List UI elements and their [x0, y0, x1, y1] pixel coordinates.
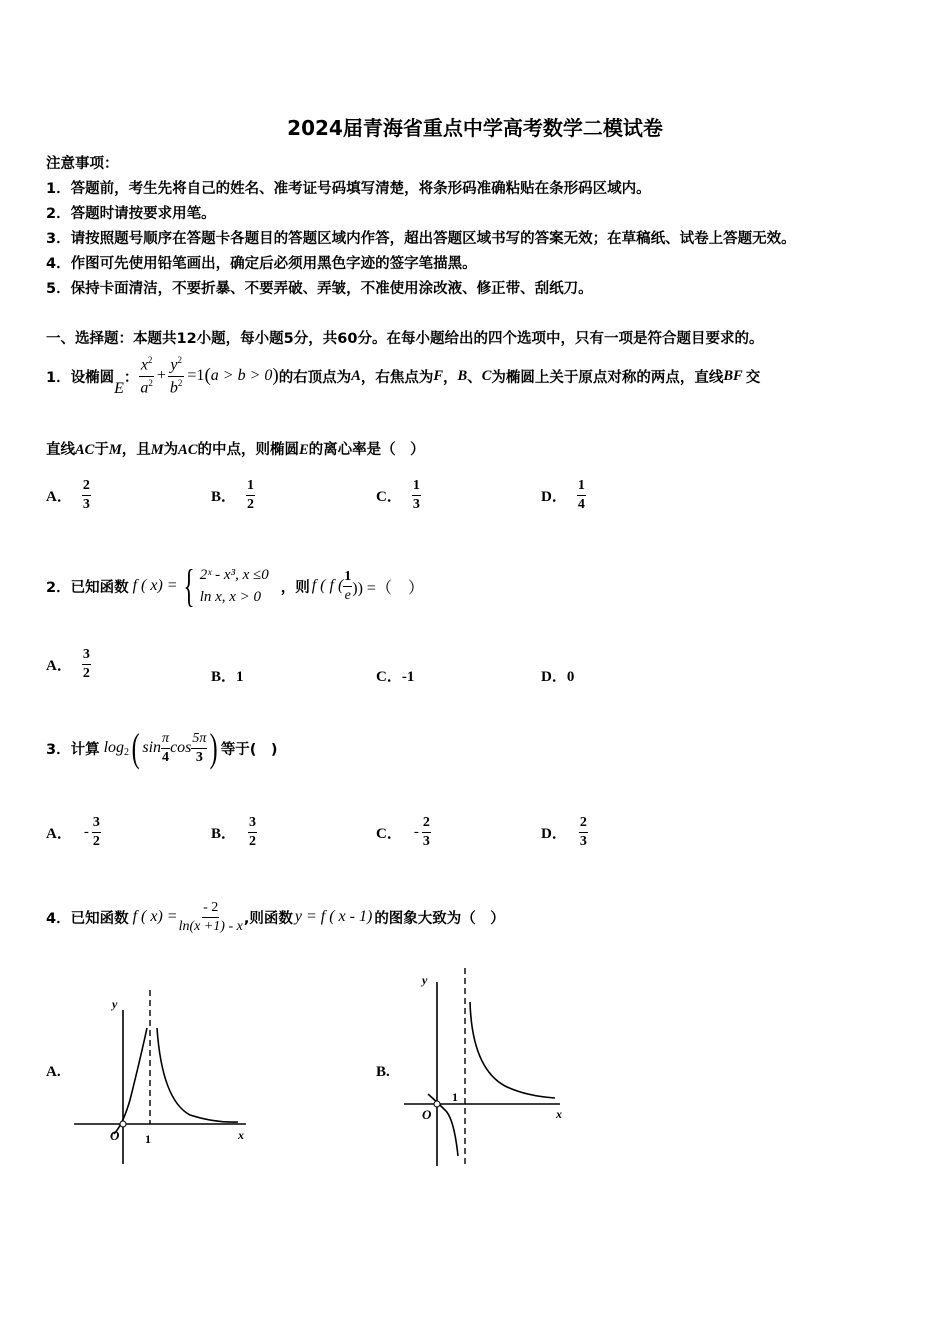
option-sign: - [83, 823, 89, 840]
option-label: A． [46, 657, 72, 674]
option-fraction: $\frac{2}{3}$ [82, 478, 90, 512]
q3-sin: sin [142, 739, 162, 756]
option-fraction: $\frac{1}{4}$ [577, 478, 585, 512]
question-4 [46, 892, 505, 942]
q4-function: f ( x) = [132, 908, 178, 925]
q4-fraction [178, 900, 244, 934]
q3-fraction-2: $\frac{5\pi}{3}$ [192, 731, 207, 765]
q1-segment-ac: AC [178, 442, 198, 458]
q2-option-c[interactable]: C．-1 [376, 669, 415, 685]
q2-composite: f ( f ( [311, 577, 344, 594]
q2-option-a[interactable] [46, 640, 91, 688]
q1-text: 的离心率是（ ） [308, 442, 425, 458]
curve-right-branch [470, 1002, 555, 1098]
notice-item: 1．答题前，考生先将自己的姓名、准考证号码填写清楚，将条形码准确粘贴在条形码区域内。 [46, 181, 651, 197]
q1-a: a [140, 378, 149, 396]
q1-equals: =1 [187, 367, 205, 384]
q1-y: y [170, 355, 178, 373]
option-sign: - [413, 823, 419, 840]
q1-text: ，右焦点为 [360, 369, 434, 386]
q2-option-b[interactable]: B．1 [211, 669, 244, 685]
q4-shifted-function: y = f ( x - 1) [294, 908, 373, 925]
q1-fraction-y: $\frac{y^2}{b^2}$ [169, 354, 183, 396]
q3-log-base: 2 [124, 747, 130, 758]
q1-fraction-x: $\frac{x^2}{a^2}$ [140, 354, 153, 396]
q3-option-c[interactable] [376, 808, 431, 856]
q3-suffix: 等于( ) [220, 741, 278, 758]
tick-one-label: 1 [145, 1132, 151, 1146]
q3-cos: cos [170, 739, 192, 756]
q3-prefix: 3．计算 [46, 741, 100, 758]
axis-x-label: x [238, 1128, 244, 1142]
q2-one: 1 [343, 569, 352, 586]
q3-fraction-1: $\frac{\pi}{4}$ [162, 731, 170, 765]
q1-text: 为 [163, 442, 179, 458]
notice-item: 2．答题时请按要求用笔。 [46, 206, 216, 222]
q1-point-c: C [481, 367, 492, 384]
origin-label: O [110, 1128, 120, 1143]
q1-text: ，且 [121, 442, 151, 458]
q1-option-b[interactable] [211, 471, 255, 519]
option-label: C． [376, 825, 402, 842]
question-2: 2．已知函数 f ( x) = { 2ˣ - x³, x ≤0 ln x, x > 0 ，则 f ( f ( $\frac{1}{e}$ )) =（ ） [46, 560, 424, 611]
q4-text: ,则函数 [243, 910, 293, 927]
question-1-line-1: 1．设椭圆 E ： $\frac{x^2}{a^2}$ + $\frac{y^2}{b^2}$ =1 ( a > b > 0 ) 的右顶点为 A ，右焦点为 F ， B 、 C 为椭圆上关于原点对称的两点，直线 BF 交 [46, 354, 761, 397]
q1-option-c[interactable] [376, 471, 421, 519]
q4-option-b-label[interactable]: B. [376, 1064, 390, 1080]
q1-option-d[interactable] [541, 471, 586, 519]
notice-item: 5．保持卡面清洁，不要折暴、不要弄破、弄皱，不准使用涂改液、修正带、刮纸刀。 [46, 281, 593, 297]
q3-log: log [103, 739, 125, 756]
q2-case-1: 2ˣ - x³, x ≤0 [199, 566, 269, 583]
notice-item: 4．作图可先使用铅笔画出，确定后必须用黑色字迹的签字笔描黑。 [46, 256, 477, 272]
tick-one-label: 1 [452, 1090, 458, 1104]
q2-option-d[interactable]: D．0 [541, 669, 575, 685]
q4-prefix: 4．已知函数 [46, 910, 129, 927]
q1-prefix: 1．设椭圆 [46, 369, 115, 386]
q3-option-d[interactable] [541, 808, 588, 856]
q1-point-m: M [150, 442, 164, 458]
option-fraction: $\frac{2}{3}$ [579, 815, 587, 849]
option-fraction: $\frac{3}{2}$ [82, 647, 90, 681]
q1-point-a: A [351, 367, 361, 384]
curve-right-branch [157, 1028, 238, 1122]
q4-graph-a[interactable] [70, 990, 260, 1168]
q1-text: 为椭圆上关于原点对称的两点，直线 [491, 369, 724, 386]
option-fraction: $\frac{1}{2}$ [247, 478, 255, 512]
q1-text: 的中点，则椭圆 [197, 442, 299, 458]
q1-text: 直线 [46, 442, 75, 458]
option-label: D． [541, 488, 567, 505]
q2-e: e [344, 587, 351, 603]
q1-text: 、 [467, 369, 482, 386]
origin-label: O [422, 1107, 432, 1122]
q3-option-a[interactable] [46, 808, 101, 856]
q2-case-2: ln x, x > 0 [199, 589, 262, 605]
origin-point [120, 1121, 126, 1127]
option-fraction: $\frac{1}{3}$ [412, 478, 420, 512]
q4-denominator: ln(x +1) - x [178, 918, 243, 934]
notice-heading: 注意事项： [46, 156, 119, 172]
q1-text: 于 [94, 442, 109, 458]
q4-graph-b[interactable] [400, 968, 580, 1170]
q1-text: 的右顶点为 [278, 369, 352, 386]
option-label: D． [541, 825, 567, 842]
q1-b: b [169, 378, 178, 396]
axis-y-label: y [422, 973, 428, 987]
option-label: B． [211, 488, 237, 505]
q3-option-b[interactable] [211, 808, 257, 856]
section-heading: 一、选择题：本题共12小题，每小题5分，共60分。在每小题给出的四个选项中，只有一项是符合题目要求的。 [46, 331, 764, 347]
page-title: 2024届青海省重点中学高考数学二模试卷 [287, 116, 663, 140]
option-fraction: $\frac{3}{2}$ [249, 815, 257, 849]
q4-suffix: 的图象大致为（ ） [374, 910, 505, 927]
option-label: C． [376, 488, 402, 505]
q2-text: ，则 [280, 579, 310, 596]
q1-colon: ： [123, 369, 139, 386]
q1-text: ， [443, 369, 458, 386]
option-label: B． [211, 825, 237, 842]
q1-point-m: M [108, 442, 122, 458]
origin-point [434, 1101, 440, 1107]
q4-numerator: - 2 [202, 900, 219, 917]
q1-condition: a > b > 0 [210, 367, 273, 384]
q2-close: )) =（ ） [352, 579, 424, 597]
q2-piecewise [200, 564, 269, 609]
q2-function: f ( x) = [132, 577, 178, 594]
question-3: 3．计算 log $_2$ ( sin $\frac{\pi}{4}$ cos $\frac{5\pi}{3}$ ) 等于( ) [46, 725, 278, 770]
q1-x: x [140, 355, 148, 373]
q1-point-f: F [433, 367, 444, 384]
curve-left-branch [114, 1028, 147, 1134]
question-1-line-2 [46, 438, 425, 459]
q1-segment-ac: AC [75, 442, 95, 458]
q1-option-a[interactable] [46, 471, 91, 519]
q4-option-a-label[interactable]: A. [46, 1064, 61, 1080]
q2-fraction [343, 569, 352, 603]
option-label: A． [46, 488, 72, 505]
q1-text: 交 [745, 369, 761, 386]
q1-ellipse-name: E [299, 442, 309, 458]
notice-item: 3．请按照题号顺序在答题卡各题目的答题区域内作答，超出答题区域书写的答案无效；在草稿纸、试卷上答题无效。 [46, 231, 796, 247]
q2-prefix: 2．已知函数 [46, 579, 129, 596]
q1-point-b: B [457, 367, 468, 384]
axis-x-label: x [556, 1107, 562, 1121]
option-fraction: $\frac{2}{3}$ [422, 815, 430, 849]
option-fraction: $\frac{3}{2}$ [92, 815, 100, 849]
q1-ellipse-name: E [114, 380, 124, 397]
q1-line-bf: BF [723, 367, 743, 384]
axis-y-label: y [112, 997, 118, 1011]
option-label: A． [46, 825, 72, 842]
